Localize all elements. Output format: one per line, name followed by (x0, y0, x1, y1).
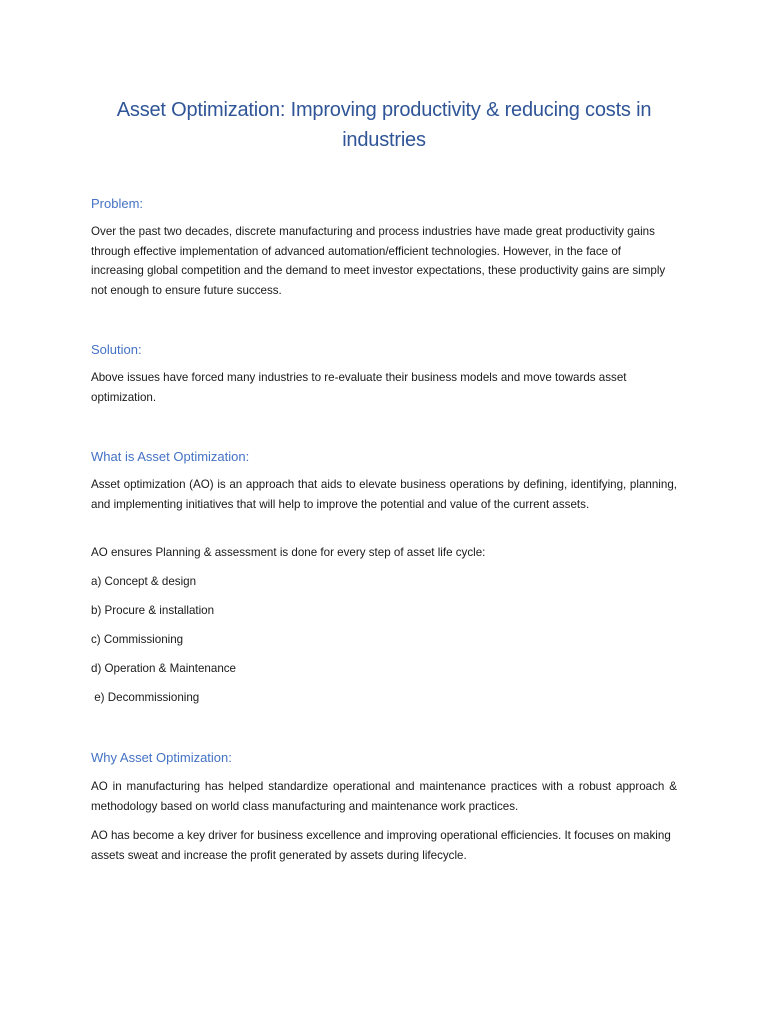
solution-paragraph: Above issues have forced many industries to re-evaluate their business models and move towards asset optimization. (91, 371, 627, 404)
problem-heading: Problem: (91, 196, 144, 211)
lifecycle-item: b) Procure & installation (91, 604, 215, 617)
what-is-paragraph: Asset optimization (AO) is an approach that aids to elevate business operations by defining, identifying, planning, and implementing initiatives that will help to improve the potential and value of the current assets. (91, 478, 677, 511)
lifecycle-item: d) Operation & Maintenance (91, 662, 237, 675)
why-paragraph-2: AO has become a key driver for business excellence and improving operational efficiencies. It focuses on making assets sweat and increase the profit generated by assets during lifecycle. (91, 829, 671, 862)
why-heading: Why Asset Optimization: (91, 750, 232, 765)
solution-heading: Solution: (91, 342, 142, 357)
lifecycle-item: c) Commissioning (91, 633, 184, 646)
document-title: Asset Optimization: Improving productivity & reducing costs in industries (116, 99, 652, 151)
why-paragraph-1: AO in manufacturing has helped standardize operational and maintenance practices with a robust approach & methodology based on world class manufacturing and maintenance work practices. (91, 780, 677, 813)
what-is-heading: What is Asset Optimization: (91, 449, 250, 464)
problem-paragraph: Over the past two decades, discrete manufacturing and process industries have made great productivity gains through effective implementation of advanced automation/efficient technologies. However, in the face of increasing global competition and the demand to meet investor expectations, these productivity gains are simply not enough to ensure future success. (91, 225, 666, 298)
lifecycle-intro: AO ensures Planning & assessment is done for every step of asset life cycle: (91, 546, 486, 559)
lifecycle-item: a) Concept & design (91, 575, 197, 588)
lifecycle-item: e) Decommissioning (91, 691, 200, 704)
